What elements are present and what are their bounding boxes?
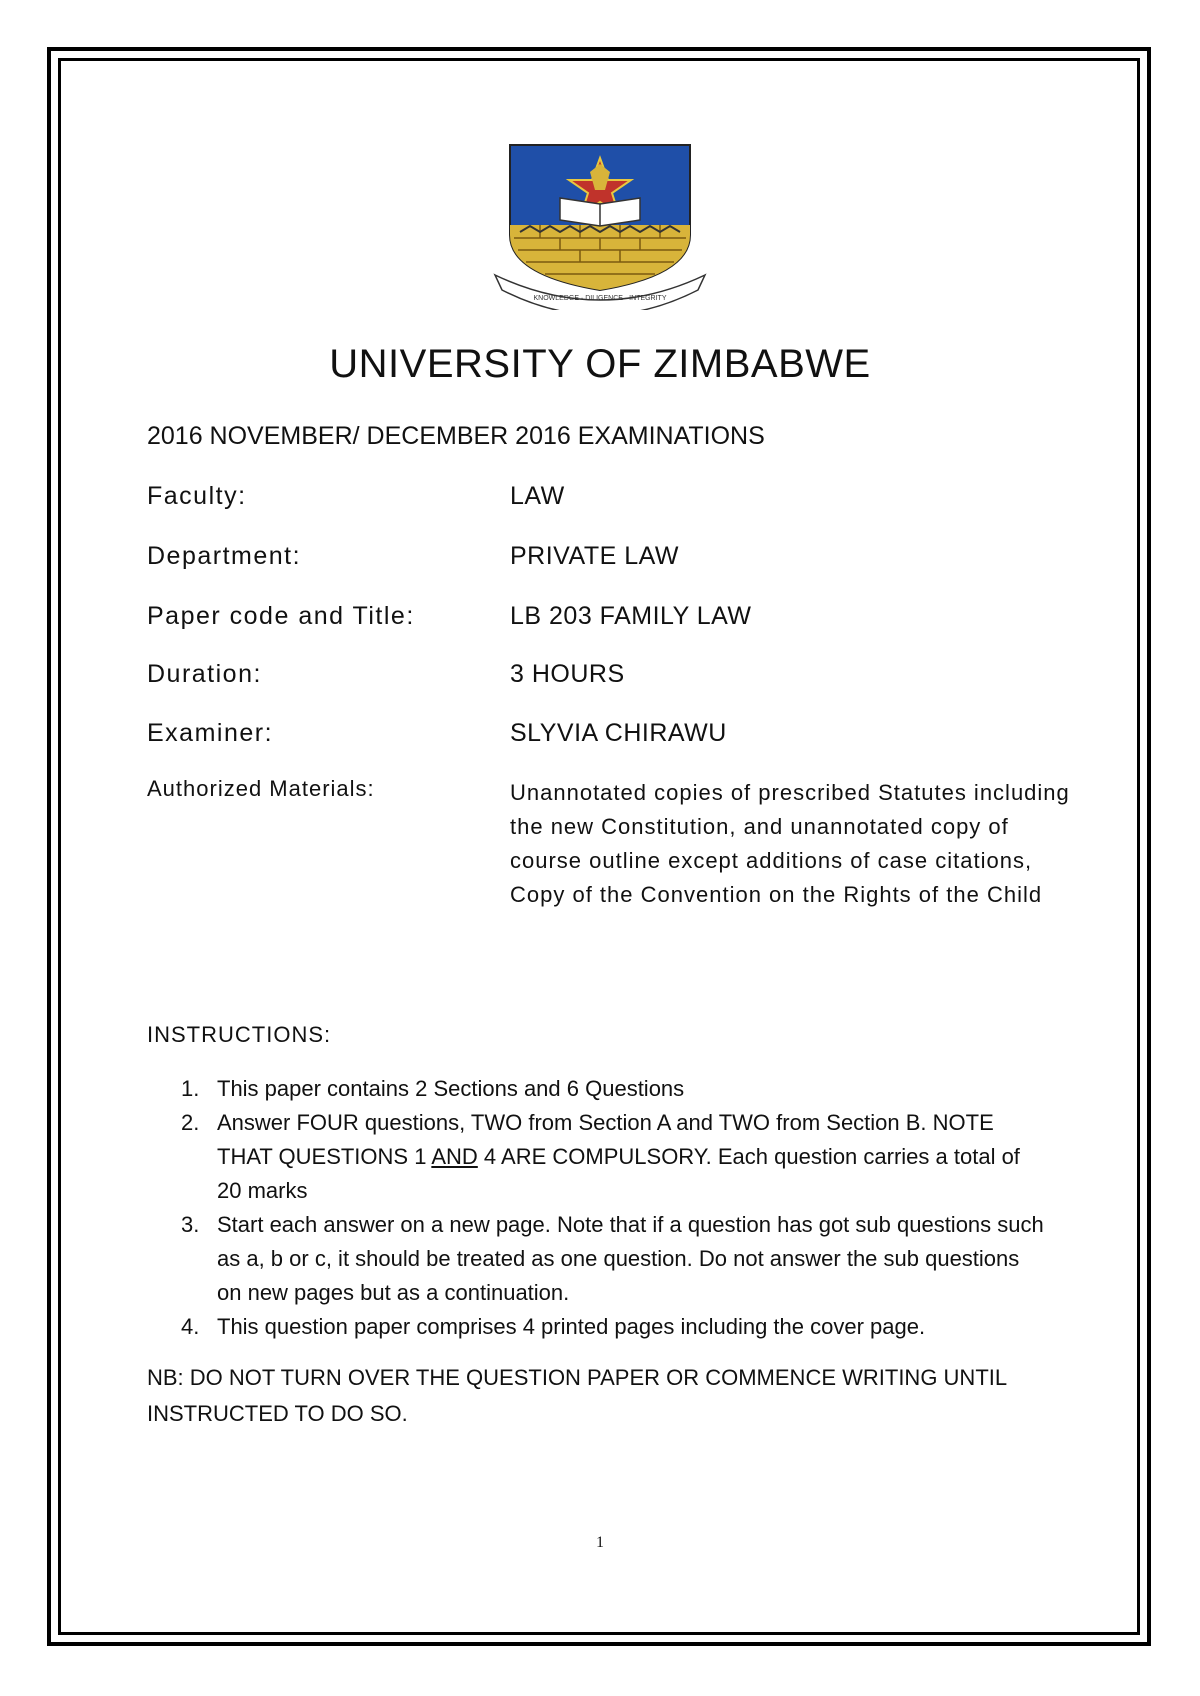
instruction-text: This question paper comprises 4 printed pages including the cover page. xyxy=(217,1314,926,1339)
paper-label: Paper code and Title: xyxy=(147,602,415,630)
instruction-text: Answer FOUR questions, TWO from Section A and TWO from Section B. NOTE THAT QUESTIONS 1 xyxy=(217,1110,994,1169)
department-value: PRIVATE LAW xyxy=(510,542,679,570)
duration-value: 3 HOURS xyxy=(510,660,625,688)
department-label: Department: xyxy=(147,542,302,570)
examiner-value: SLYVIA CHIRAWU xyxy=(510,719,727,747)
university-title: UNIVERSITY OF ZIMBABWE xyxy=(329,342,871,386)
instructions-heading: INSTRUCTIONS: xyxy=(147,1022,332,1047)
notice-text: NB: DO NOT TURN OVER THE QUESTION PAPER OR COMMENCE WRITING UNTIL INSTRUCTED TO DO SO. xyxy=(147,1365,1007,1426)
instruction-item xyxy=(147,1106,1047,1208)
instruction-number: 3. xyxy=(181,1212,200,1237)
instruction-item xyxy=(147,1310,1047,1344)
instruction-number: 4. xyxy=(181,1314,200,1339)
instruction-item xyxy=(147,1208,1047,1310)
paper-value: LB 203 FAMILY LAW xyxy=(510,602,752,630)
instruction-text-continued: 4 ARE COMPULSORY. Each question carries a total of 20 marks xyxy=(217,1144,1020,1203)
instruction-underlined-word: AND xyxy=(431,1144,478,1169)
exam-session: 2016 NOVEMBER/ DECEMBER 2016 EXAMINATIONS xyxy=(147,422,765,450)
instruction-item xyxy=(147,1072,1047,1106)
instruction-text: This paper contains 2 Sections and 6 Questions xyxy=(217,1076,685,1101)
faculty-value: LAW xyxy=(510,482,565,510)
page-number: 1 xyxy=(596,1534,604,1551)
instruction-number: 1. xyxy=(181,1076,200,1101)
duration-label: Duration: xyxy=(147,660,262,688)
examiner-label: Examiner: xyxy=(147,719,274,747)
university-crest-logo xyxy=(490,140,710,310)
crest-motto: KNOWLEDGE · DILIGENCE · INTEGRITY xyxy=(533,295,667,302)
instruction-number: 2. xyxy=(181,1110,200,1135)
instruction-text: Start each answer on a new page. Note that if a question has got sub questions such as a, b or c, it should be treated as one question. Do not answer the sub questions on new pages but as a continuation. xyxy=(217,1212,1044,1305)
materials-value: Unannotated copies of prescribed Statutes including the new Constitution, and unannotated copy of course outline except additions of case citations, Copy of the Convention on the Rights of the Child xyxy=(510,780,1070,907)
faculty-label: Faculty: xyxy=(147,482,247,510)
instructions-list xyxy=(147,1072,1047,1344)
materials-label: Authorized Materials: xyxy=(147,776,375,801)
